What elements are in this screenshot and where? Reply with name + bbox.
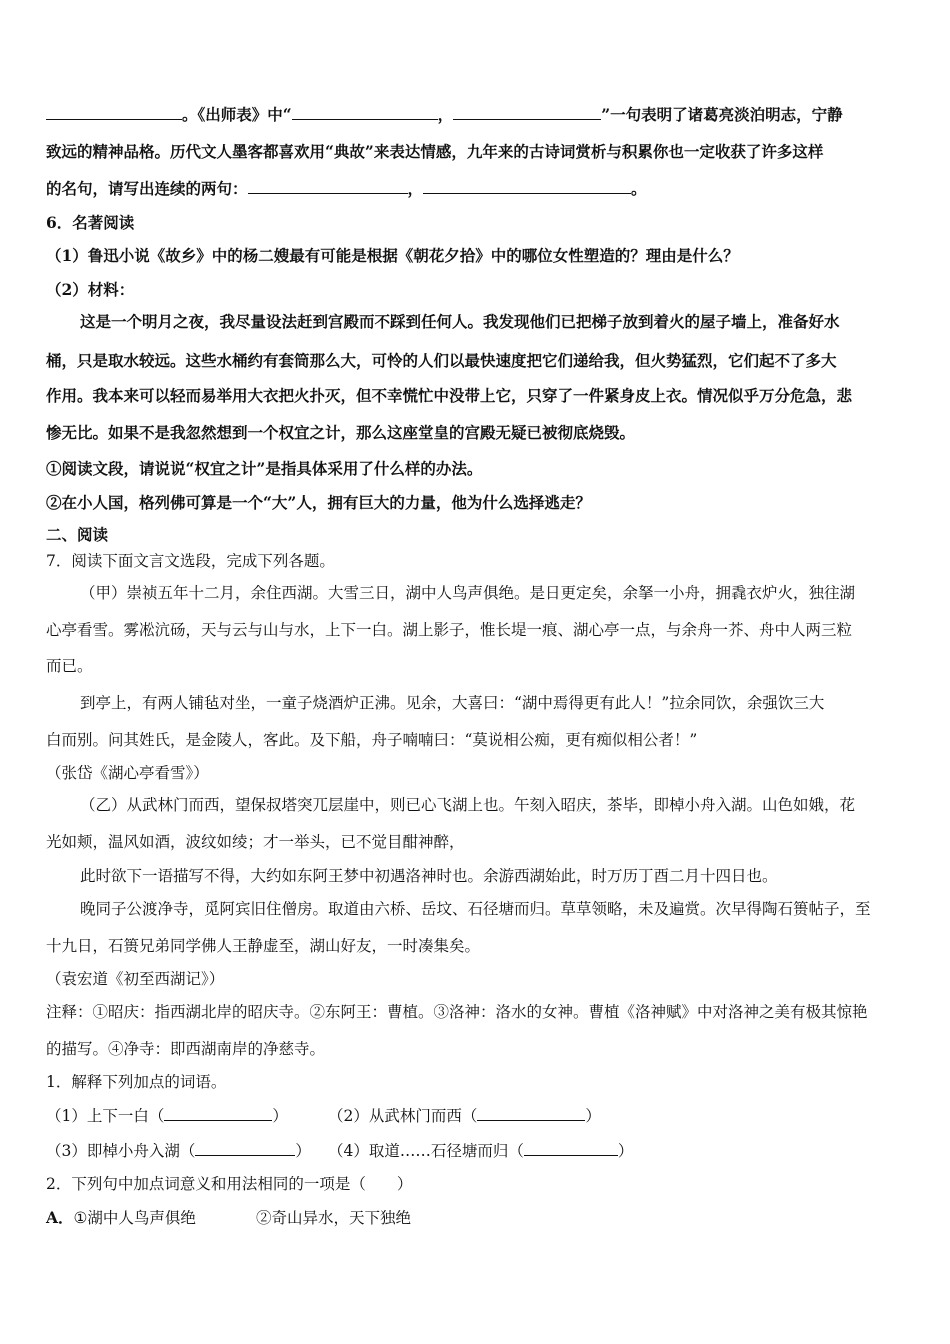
passage-yi-source: （袁宏道《初至西湖记》） xyxy=(46,970,225,988)
answer-blank[interactable] xyxy=(453,104,601,120)
answer-blank[interactable] xyxy=(248,178,408,194)
q6-material-line-3: 作用。我本来可以轻而易举用大衣把火扑灭，但不幸慌忙中没带上它，只穿了一件紧身皮上衣。情况似乎万分危急，悲 xyxy=(46,386,853,405)
notes-line-2: 的描写。④净寺：即西湖南岸的净慈寺。 xyxy=(46,1040,326,1058)
passage-jia-line-3: 而已。 xyxy=(46,657,93,675)
section-2-title: 二、阅读 xyxy=(46,525,109,544)
q6-question-1: （1）鲁迅小说《故乡》中的杨二嫂最有可能是根据《朝花夕拾》中的哪位女性塑造的？理由是什么？ xyxy=(46,246,739,265)
answer-blank[interactable] xyxy=(195,1140,295,1156)
q6-question-2-label: （2）材料： xyxy=(46,280,135,299)
q5-line-1: 。《出师表》中“ ， ”一句表明了诸葛亮淡泊明志，宁静 xyxy=(46,104,910,125)
option-a[interactable] xyxy=(46,1208,910,1228)
passage-jia-line-2: 心亭看雪。雾凇沆砀，天与云与山与水，上下一白。湖上影子，惟长堤一痕、湖心亭一点，与余舟一芥、舟中人两三粒 xyxy=(46,621,853,639)
q6-title: 6．名著阅读 xyxy=(46,213,135,232)
passage-jia-source: （张岱《湖心亭看雪》） xyxy=(46,764,209,782)
q6-material-line-4: 惨无比。如果不是我忽然想到一个权宜之计，那么这座堂皇的宫殿无疑已被彻底烧毁。 xyxy=(46,423,636,442)
passage-yi-line-5: 十九日，石篑兄弟同学佛人王静虚至，湖山好友，一时凑集矣。 xyxy=(46,937,481,955)
answer-blank[interactable] xyxy=(46,104,182,120)
answer-blank[interactable] xyxy=(477,1105,585,1121)
q6-sub-question-2: ②在小人国，格列佛可算是一个“大”人，拥有巨大的力量，他为什么选择逃走？ xyxy=(46,493,591,512)
passage-yi-line-1: （乙）从武林门而西，望保叔塔突兀层崖中，则已心飞湖上也。午刻入昭庆，茶毕，即棹小舟入湖。山色如娥，花 xyxy=(80,796,856,814)
passage-yi-line-4: 晚同子公渡净寺，觅阿宾旧住僧房。取道由六桥、岳坟、石径塘而归。草草领略，未及遍赏。次早得陶石篑帖子，至 xyxy=(80,900,871,918)
q6-material-line-1: 这是一个明月之夜，我尽量设法赶到宫殿而不踩到任何人。我发现他们已把梯子放到着火的屋子墙上，准备好水 xyxy=(80,312,840,331)
q5-line-2: 致远的精神品格。历代文人墨客都喜欢用“典故”来表达情感，九年来的古诗词赏析与积累你也一定收获了许多这样 xyxy=(46,142,824,161)
notes-line-1: 注释：①昭庆：指西湖北岸的昭庆寺。②东阿王：曹植。③洛神：洛水的女神。曹植《洛神赋》中对洛神之美有极其惊艳 xyxy=(46,1003,868,1021)
q5-line-3: 的名句，请写出连续的两句： ， 。 xyxy=(46,179,647,198)
option-a-sentence-2: ②奇山异水，天下独绝 xyxy=(256,1209,412,1227)
answer-blank[interactable] xyxy=(164,1105,272,1121)
q6-sub-question-1: ①阅读文段，请说说“权宜之计”是指具体采用了什么样的办法。 xyxy=(46,459,483,478)
q6-material-line-2: 桶，只是取水较远。这些水桶约有套筒那么大，可怜的人们以最快速度把它们递给我，但火势猛烈，它们起不了多大 xyxy=(46,351,837,370)
q7-prompt: 7．阅读下面文言文选段，完成下列各题。 xyxy=(46,552,335,570)
answer-blank[interactable] xyxy=(292,104,438,120)
passage-yi-line-2: 光如颊，温风如酒，波纹如绫；才一举头，已不觉目酣神醉， xyxy=(46,833,465,851)
passage-jia-line-1: （甲）崇祯五年十二月，余住西湖。大雪三日，湖中人鸟声俱绝。是日更定矣，余拏一小舟，拥毳衣炉火，独往湖 xyxy=(80,584,856,602)
answer-blank[interactable] xyxy=(423,178,631,194)
option-a-sentence-1: ①湖中人鸟声俱绝 xyxy=(73,1209,196,1227)
passage-jia-line-5: 白而别。问其姓氏，是金陵人，客此。及下船，舟子喃喃曰：“莫说相公痴，更有痴似相公者！” xyxy=(46,731,698,749)
passage-yi-line-3: 此时欲下一语描写不得，大约如东阿王梦中初遇洛神时也。余游西湖始此，时万历丁酉二月十四日也。 xyxy=(80,867,778,885)
sub-question-2-title: 2．下列句中加点词意义和用法相同的一项是（ ） xyxy=(46,1175,413,1193)
answer-blank[interactable] xyxy=(524,1140,618,1156)
sub-question-1-title: 1．解释下列加点的词语。 xyxy=(46,1073,227,1091)
passage-jia-line-4: 到亭上，有两人铺毡对坐，一童子烧酒炉正沸。见余，大喜曰：“湖中焉得更有此人！”拉余同饮，余强饮三大 xyxy=(80,694,825,712)
option-a-label: A． xyxy=(46,1208,74,1227)
